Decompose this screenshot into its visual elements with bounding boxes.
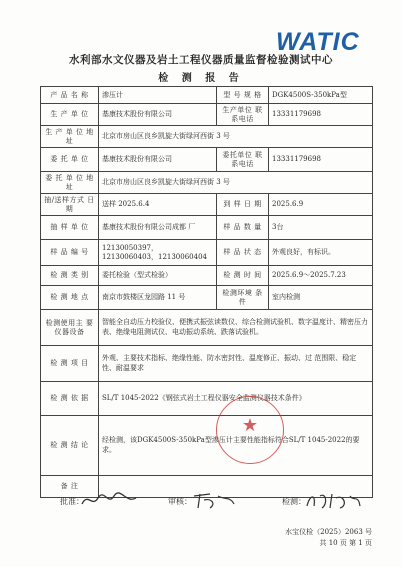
test-period-label: 检 测 时 间 xyxy=(217,266,269,286)
sample-state-value: 外观良好，有标识。 xyxy=(269,240,373,266)
sampling-date-value: 送样 2025.6.4 xyxy=(99,194,217,216)
sample-no-value: 12130050397，12130060403，12130060404 xyxy=(99,240,217,266)
approve-signature xyxy=(80,490,140,510)
test-type-value: 委托检验（型式检验） xyxy=(99,266,217,286)
seal-star-icon: ★ xyxy=(241,415,259,436)
model-value: DGK4500S-350kPa型 xyxy=(269,87,373,104)
mfr-address-value: 北京市房山区良乡凯旋大街绿河西街 3 号 xyxy=(99,126,373,148)
sample-state-label: 样 品 状 态 xyxy=(217,240,269,266)
client-address-label: 委 托 单 位 地 址 xyxy=(41,172,99,194)
mfr-contact-label: 生产单位 联系电话 xyxy=(217,104,269,126)
sampling-unit-label: 抽 样 单 位 xyxy=(41,216,99,240)
items-label: 检 测 项 目 xyxy=(41,346,99,382)
conclusion-value: 经检测，该DGK4500S-350kPa型渗压计主要性能指标符合SL/T 1045-2022的要求。 xyxy=(99,416,373,476)
mfr-address-label: 生 产 单 位 地 址 xyxy=(41,126,99,148)
remarks-label: 备 注 xyxy=(41,476,99,498)
product-name-value: 渗压计 xyxy=(99,87,217,104)
sample-qty-value: 3台 xyxy=(269,216,373,240)
equipment-value: 智能全自动压力校验仪、便携式振弦读数仪、综合检测试验机、数字温度计、精密压力表、绝缘电阻测试仪、电动振动系统、跌落试验机。 xyxy=(99,310,373,346)
page-info: 共 10 页 第 1 页 xyxy=(319,539,372,547)
equipment-label: 检测使用主 要仪器设备 xyxy=(41,310,99,346)
test-site-value: 南京市鼓楼区龙园路 11 号 xyxy=(99,286,217,310)
manufacturer-value: 基康技术股份有限公司 xyxy=(99,104,217,126)
report-number: 水宝仪检（2025）2063 号 xyxy=(285,528,372,536)
test-label: 检测： xyxy=(282,497,306,506)
sample-qty-label: 样 品 数 量 xyxy=(217,216,269,240)
basis-value: SL/T 1045-2022《钢弦式岩土工程仪器安全监测仪器技术条件》 xyxy=(99,382,373,416)
review-signature xyxy=(190,490,240,512)
org-name: 水利部水文仪器及岩土工程仪器质量监督检验测试中心 xyxy=(69,54,333,66)
mfr-phone-value: 13331179698 xyxy=(269,104,373,126)
client-contact-label: 委托单位 联系电话 xyxy=(217,148,269,172)
manufacturer-label: 生 产 单 位 xyxy=(41,104,99,126)
sample-no-label: 样 品 编 号 xyxy=(41,240,99,266)
env-value: 室内检测 xyxy=(269,286,373,310)
client-value: 基康技术股份有限公司 xyxy=(99,148,217,172)
client-label: 委 托 单 位 xyxy=(41,148,99,172)
conclusion-label: 检 测 结 论 xyxy=(41,416,99,476)
env-label: 检测环境 条 件 xyxy=(217,286,269,310)
model-label: 型 号 规 格 xyxy=(217,87,269,104)
arrival-date-label: 到 样 日 期 xyxy=(217,194,269,216)
watic-logo: WATIC xyxy=(276,28,360,56)
report-title: 检 测 报 告 xyxy=(158,73,244,84)
basis-label: 检 测 依 据 xyxy=(41,382,99,416)
sampling-unit-value: 基康技术股份有限公司成都 厂 xyxy=(99,216,217,240)
product-name-label: 产 品 名 称 xyxy=(41,87,99,104)
test-site-label: 检 测 地 点 xyxy=(41,286,99,310)
client-phone-value: 13331179698 xyxy=(269,148,373,172)
official-seal xyxy=(216,396,284,464)
items-value: 外观、主要技术指标、绝缘性能、防水密封性、温度修正、振动、过 范围限、稳定性、耐温要求 xyxy=(99,346,373,382)
report-form-table xyxy=(40,86,373,498)
test-type-label: 检 测 类 别 xyxy=(41,266,99,286)
test-period-value: 2025.6.9～2025.7.23 xyxy=(269,266,373,286)
approve-label: 批准： xyxy=(60,497,84,506)
arrival-date-value: 2025.6.9 xyxy=(269,194,373,216)
test-signature xyxy=(304,490,364,512)
client-address-value: 北京市房山区良乡凯旋大街绿河西街 3 号 xyxy=(99,172,373,194)
sampling-date-label: 抽/送样方式 日 期 xyxy=(41,194,99,216)
review-label: 审核： xyxy=(168,497,192,506)
